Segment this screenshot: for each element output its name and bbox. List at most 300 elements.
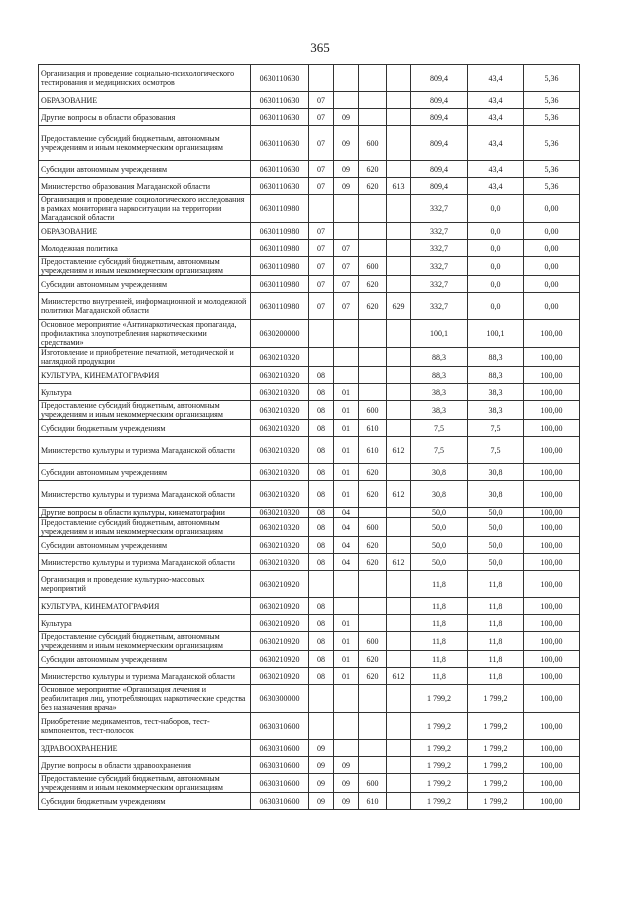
cell-grbs <box>387 92 411 109</box>
cell-grbs <box>387 793 411 810</box>
cell-v2: 1 799,2 <box>468 740 524 757</box>
cell-vr <box>359 223 387 240</box>
cell-sec: 08 <box>309 384 334 401</box>
cell-v3: 100,00 <box>524 348 580 367</box>
cell-code: 0630110630 <box>251 92 309 109</box>
cell-grbs: 629 <box>387 293 411 320</box>
cell-code: 0630110980 <box>251 257 309 276</box>
cell-sec: 07 <box>309 92 334 109</box>
cell-sub: 07 <box>334 257 359 276</box>
cell-v2: 38,3 <box>468 384 524 401</box>
cell-name: Министерство культуры и туризма Магаданской области <box>39 437 251 464</box>
cell-v3: 100,00 <box>524 757 580 774</box>
cell-sub: 07 <box>334 293 359 320</box>
table-row <box>39 161 580 178</box>
cell-v2: 7,5 <box>468 437 524 464</box>
cell-v2: 0,0 <box>468 195 524 223</box>
cell-v1: 809,4 <box>411 109 468 126</box>
cell-v1: 38,3 <box>411 401 468 420</box>
table-row <box>39 320 580 348</box>
cell-v3: 100,00 <box>524 420 580 437</box>
cell-sub: 09 <box>334 126 359 161</box>
cell-code: 0630210920 <box>251 632 309 651</box>
cell-name: Культура <box>39 384 251 401</box>
cell-name: Организация и проведение социологического исследования в рамках мониторинга наркоситуации на территории Магаданской области <box>39 195 251 223</box>
cell-sec: 08 <box>309 615 334 632</box>
cell-name: КУЛЬТУРА, КИНЕМАТОГРАФИЯ <box>39 367 251 384</box>
table-row <box>39 740 580 757</box>
cell-code: 0630210320 <box>251 481 309 508</box>
cell-name: Предоставление субсидий бюджетным, автономным учреждениям и иным некоммерческим организациям <box>39 126 251 161</box>
cell-v1: 50,0 <box>411 508 468 518</box>
cell-vr <box>359 508 387 518</box>
cell-name: Предоставление субсидий бюджетным, автономным учреждениям и иным некоммерческим организациям <box>39 257 251 276</box>
cell-v2: 30,8 <box>468 464 524 481</box>
cell-v1: 30,8 <box>411 481 468 508</box>
cell-v3: 100,00 <box>524 668 580 685</box>
cell-v2: 1 799,2 <box>468 793 524 810</box>
cell-v3: 100,00 <box>524 632 580 651</box>
cell-v1: 332,7 <box>411 276 468 293</box>
cell-v3: 5,36 <box>524 161 580 178</box>
cell-grbs <box>387 257 411 276</box>
cell-grbs <box>387 537 411 554</box>
cell-v2: 50,0 <box>468 537 524 554</box>
table-row <box>39 420 580 437</box>
cell-vr <box>359 65 387 92</box>
cell-vr: 610 <box>359 793 387 810</box>
cell-vr <box>359 757 387 774</box>
cell-sub <box>334 740 359 757</box>
cell-v2: 88,3 <box>468 348 524 367</box>
cell-grbs <box>387 740 411 757</box>
cell-v3: 100,00 <box>524 384 580 401</box>
cell-vr <box>359 320 387 348</box>
cell-vr <box>359 109 387 126</box>
table-row <box>39 384 580 401</box>
cell-vr <box>359 240 387 257</box>
cell-vr <box>359 367 387 384</box>
cell-grbs <box>387 598 411 615</box>
cell-sec <box>309 348 334 367</box>
cell-sec: 07 <box>309 109 334 126</box>
cell-name: Приобретение медикаментов, тест-наборов, тест-компонентов, тест-полосок <box>39 713 251 740</box>
cell-code: 0630210320 <box>251 464 309 481</box>
cell-v2: 43,4 <box>468 178 524 195</box>
cell-grbs <box>387 223 411 240</box>
cell-sub <box>334 92 359 109</box>
cell-code: 0630210320 <box>251 401 309 420</box>
cell-name: Основное мероприятие «Организация лечения и реабилитация лиц, употребляющих наркотические средства без назначения врача» <box>39 685 251 713</box>
cell-vr: 600 <box>359 632 387 651</box>
cell-vr <box>359 348 387 367</box>
cell-name: Министерство культуры и туризма Магаданской области <box>39 668 251 685</box>
cell-grbs <box>387 195 411 223</box>
cell-v1: 332,7 <box>411 257 468 276</box>
cell-code: 0630110980 <box>251 240 309 257</box>
cell-v1: 11,8 <box>411 668 468 685</box>
table-row <box>39 92 580 109</box>
cell-grbs: 612 <box>387 668 411 685</box>
cell-sub: 09 <box>334 757 359 774</box>
cell-v3: 100,00 <box>524 685 580 713</box>
cell-vr: 620 <box>359 537 387 554</box>
cell-v2: 38,3 <box>468 401 524 420</box>
cell-name: Культура <box>39 615 251 632</box>
cell-vr: 620 <box>359 161 387 178</box>
cell-vr: 620 <box>359 178 387 195</box>
cell-v1: 332,7 <box>411 240 468 257</box>
cell-vr: 610 <box>359 437 387 464</box>
table-row <box>39 437 580 464</box>
cell-grbs <box>387 320 411 348</box>
cell-sec <box>309 320 334 348</box>
cell-code: 0630210920 <box>251 598 309 615</box>
cell-v2: 0,0 <box>468 240 524 257</box>
cell-v1: 1 799,2 <box>411 713 468 740</box>
cell-v1: 30,8 <box>411 464 468 481</box>
cell-vr: 600 <box>359 126 387 161</box>
cell-v2: 11,8 <box>468 598 524 615</box>
cell-grbs <box>387 774 411 793</box>
table-row <box>39 651 580 668</box>
cell-code: 0630310600 <box>251 793 309 810</box>
cell-name: Министерство культуры и туризма Магаданской области <box>39 554 251 571</box>
cell-v3: 0,00 <box>524 223 580 240</box>
cell-code: 0630110630 <box>251 65 309 92</box>
cell-code: 0630210320 <box>251 367 309 384</box>
cell-sec: 09 <box>309 774 334 793</box>
table-row <box>39 223 580 240</box>
cell-vr <box>359 713 387 740</box>
cell-v1: 1 799,2 <box>411 757 468 774</box>
cell-v1: 11,8 <box>411 571 468 598</box>
cell-v2: 100,1 <box>468 320 524 348</box>
cell-code: 0630210920 <box>251 668 309 685</box>
cell-sub <box>334 367 359 384</box>
cell-grbs <box>387 384 411 401</box>
cell-sub <box>334 65 359 92</box>
cell-vr: 620 <box>359 668 387 685</box>
cell-v2: 11,8 <box>468 632 524 651</box>
cell-sub <box>334 685 359 713</box>
cell-v3: 0,00 <box>524 240 580 257</box>
cell-v2: 43,4 <box>468 92 524 109</box>
table-row <box>39 554 580 571</box>
cell-v3: 100,00 <box>524 598 580 615</box>
cell-v3: 5,36 <box>524 65 580 92</box>
cell-vr: 600 <box>359 774 387 793</box>
cell-v1: 7,5 <box>411 420 468 437</box>
cell-v3: 100,00 <box>524 518 580 537</box>
cell-v1: 7,5 <box>411 437 468 464</box>
cell-grbs <box>387 632 411 651</box>
cell-v1: 332,7 <box>411 293 468 320</box>
cell-grbs <box>387 615 411 632</box>
cell-sec: 08 <box>309 598 334 615</box>
cell-name: Организация и проведение социально-психологического тестирования и медицинских осмотров <box>39 65 251 92</box>
cell-name: Другие вопросы в области здравоохранения <box>39 757 251 774</box>
cell-v1: 50,0 <box>411 537 468 554</box>
cell-name: ОБРАЗОВАНИЕ <box>39 223 251 240</box>
cell-grbs <box>387 401 411 420</box>
cell-sub: 07 <box>334 276 359 293</box>
table-row <box>39 65 580 92</box>
cell-sec: 07 <box>309 178 334 195</box>
cell-name: Другие вопросы в области образования <box>39 109 251 126</box>
cell-v3: 100,00 <box>524 367 580 384</box>
table-row <box>39 481 580 508</box>
cell-sub: 04 <box>334 554 359 571</box>
cell-name: Предоставление субсидий бюджетным, автономным учреждениям и иным некоммерческим организациям <box>39 632 251 651</box>
cell-v3: 100,00 <box>524 651 580 668</box>
cell-sec: 08 <box>309 420 334 437</box>
table-row <box>39 109 580 126</box>
cell-v3: 100,00 <box>524 554 580 571</box>
cell-name: Субсидии автономным учреждениям <box>39 537 251 554</box>
cell-v3: 100,00 <box>524 740 580 757</box>
cell-v2: 30,8 <box>468 481 524 508</box>
table-row <box>39 257 580 276</box>
budget-table <box>38 64 580 810</box>
cell-sec: 08 <box>309 481 334 508</box>
cell-sub <box>334 195 359 223</box>
cell-v3: 0,00 <box>524 195 580 223</box>
cell-vr <box>359 92 387 109</box>
cell-v2: 50,0 <box>468 554 524 571</box>
cell-vr <box>359 615 387 632</box>
cell-grbs <box>387 518 411 537</box>
cell-grbs <box>387 464 411 481</box>
cell-sub <box>334 223 359 240</box>
cell-v1: 100,1 <box>411 320 468 348</box>
table-row <box>39 668 580 685</box>
cell-name: Субсидии автономным учреждениям <box>39 464 251 481</box>
cell-code: 0630310600 <box>251 774 309 793</box>
cell-v2: 43,4 <box>468 161 524 178</box>
cell-sub: 09 <box>334 109 359 126</box>
table-row <box>39 348 580 367</box>
cell-grbs <box>387 713 411 740</box>
cell-vr: 620 <box>359 554 387 571</box>
cell-v3: 5,36 <box>524 178 580 195</box>
cell-grbs <box>387 240 411 257</box>
cell-v3: 100,00 <box>524 713 580 740</box>
cell-grbs: 612 <box>387 437 411 464</box>
cell-v3: 100,00 <box>524 615 580 632</box>
cell-sub: 01 <box>334 632 359 651</box>
cell-v3: 5,36 <box>524 109 580 126</box>
cell-code: 0630210320 <box>251 554 309 571</box>
cell-sub: 01 <box>334 481 359 508</box>
table-row <box>39 178 580 195</box>
cell-sec: 07 <box>309 276 334 293</box>
cell-v2: 11,8 <box>468 615 524 632</box>
cell-grbs <box>387 65 411 92</box>
table-row <box>39 537 580 554</box>
cell-grbs <box>387 571 411 598</box>
cell-vr <box>359 195 387 223</box>
table-row <box>39 126 580 161</box>
cell-vr <box>359 685 387 713</box>
table-row <box>39 571 580 598</box>
cell-code: 0630300000 <box>251 685 309 713</box>
cell-grbs <box>387 685 411 713</box>
table-row <box>39 367 580 384</box>
cell-sec: 07 <box>309 161 334 178</box>
cell-grbs <box>387 276 411 293</box>
cell-code: 0630110980 <box>251 276 309 293</box>
table-row <box>39 685 580 713</box>
table-row <box>39 276 580 293</box>
cell-sec: 09 <box>309 757 334 774</box>
table-row <box>39 240 580 257</box>
cell-sec: 09 <box>309 740 334 757</box>
cell-sub: 01 <box>334 401 359 420</box>
cell-v2: 0,0 <box>468 223 524 240</box>
cell-name: Министерство образования Магаданской области <box>39 178 251 195</box>
cell-v3: 100,00 <box>524 464 580 481</box>
cell-name: Организация и проведение культурно-массовых мероприятий <box>39 571 251 598</box>
cell-name: Субсидии автономным учреждениям <box>39 651 251 668</box>
cell-sub <box>334 598 359 615</box>
cell-code: 0630210320 <box>251 384 309 401</box>
cell-vr: 620 <box>359 293 387 320</box>
cell-code: 0630210920 <box>251 615 309 632</box>
cell-grbs <box>387 126 411 161</box>
cell-vr: 600 <box>359 257 387 276</box>
cell-sec <box>309 713 334 740</box>
cell-vr <box>359 571 387 598</box>
cell-name: Министерство культуры и туризма Магаданской области <box>39 481 251 508</box>
cell-v3: 100,00 <box>524 481 580 508</box>
cell-sub: 04 <box>334 508 359 518</box>
cell-sec: 08 <box>309 508 334 518</box>
cell-sec: 07 <box>309 126 334 161</box>
cell-v2: 1 799,2 <box>468 713 524 740</box>
cell-sec: 09 <box>309 793 334 810</box>
cell-v3: 100,00 <box>524 437 580 464</box>
cell-sec: 07 <box>309 293 334 320</box>
cell-sec: 07 <box>309 257 334 276</box>
cell-v1: 809,4 <box>411 92 468 109</box>
cell-sub: 01 <box>334 464 359 481</box>
cell-sec: 08 <box>309 437 334 464</box>
cell-v2: 43,4 <box>468 65 524 92</box>
cell-grbs <box>387 367 411 384</box>
table-row <box>39 195 580 223</box>
cell-name: Предоставление субсидий бюджетным, автономным учреждениям и иным некоммерческим организациям <box>39 401 251 420</box>
cell-v1: 809,4 <box>411 126 468 161</box>
page-number: 365 <box>310 40 330 55</box>
cell-sec: 08 <box>309 554 334 571</box>
table-row <box>39 774 580 793</box>
cell-sec <box>309 685 334 713</box>
cell-code: 0630110980 <box>251 223 309 240</box>
cell-grbs: 613 <box>387 178 411 195</box>
cell-name: Субсидии автономным учреждениям <box>39 161 251 178</box>
cell-v3: 100,00 <box>524 508 580 518</box>
cell-grbs <box>387 651 411 668</box>
cell-vr <box>359 384 387 401</box>
cell-sub: 04 <box>334 537 359 554</box>
cell-sub: 01 <box>334 668 359 685</box>
cell-v3: 100,00 <box>524 571 580 598</box>
cell-sub <box>334 571 359 598</box>
cell-sub <box>334 348 359 367</box>
cell-grbs <box>387 757 411 774</box>
cell-sub: 01 <box>334 437 359 464</box>
cell-v1: 1 799,2 <box>411 774 468 793</box>
cell-sub: 09 <box>334 774 359 793</box>
table-row <box>39 793 580 810</box>
cell-v1: 88,3 <box>411 367 468 384</box>
cell-sub: 09 <box>334 793 359 810</box>
cell-code: 0630310600 <box>251 757 309 774</box>
cell-v3: 5,36 <box>524 92 580 109</box>
cell-v1: 332,7 <box>411 223 468 240</box>
table-row <box>39 598 580 615</box>
cell-grbs <box>387 508 411 518</box>
cell-v1: 88,3 <box>411 348 468 367</box>
cell-sub: 07 <box>334 240 359 257</box>
cell-vr: 600 <box>359 401 387 420</box>
cell-v2: 7,5 <box>468 420 524 437</box>
cell-sub: 01 <box>334 420 359 437</box>
cell-v1: 809,4 <box>411 178 468 195</box>
cell-vr: 620 <box>359 464 387 481</box>
cell-v2: 88,3 <box>468 367 524 384</box>
cell-code: 0630110630 <box>251 126 309 161</box>
cell-vr: 620 <box>359 276 387 293</box>
cell-code: 0630210920 <box>251 651 309 668</box>
cell-code: 0630200000 <box>251 320 309 348</box>
cell-v3: 100,00 <box>524 774 580 793</box>
cell-sub: 09 <box>334 161 359 178</box>
cell-v3: 5,36 <box>524 126 580 161</box>
cell-sec: 07 <box>309 240 334 257</box>
cell-sec: 08 <box>309 401 334 420</box>
cell-code: 0630210320 <box>251 518 309 537</box>
cell-v2: 1 799,2 <box>468 757 524 774</box>
cell-v1: 11,8 <box>411 651 468 668</box>
cell-sub: 04 <box>334 518 359 537</box>
cell-name: Министерство внутренней, информационной и молодежной политики Магаданской области <box>39 293 251 320</box>
cell-sec: 08 <box>309 367 334 384</box>
cell-vr <box>359 740 387 757</box>
cell-sub: 09 <box>334 178 359 195</box>
table-row <box>39 464 580 481</box>
cell-code: 0630310600 <box>251 740 309 757</box>
cell-sub <box>334 713 359 740</box>
cell-v2: 43,4 <box>468 109 524 126</box>
cell-v2: 11,8 <box>468 668 524 685</box>
table-row <box>39 632 580 651</box>
cell-sec <box>309 571 334 598</box>
cell-sub <box>334 320 359 348</box>
cell-grbs: 612 <box>387 481 411 508</box>
cell-v2: 43,4 <box>468 126 524 161</box>
cell-grbs <box>387 420 411 437</box>
cell-sec: 08 <box>309 668 334 685</box>
cell-v1: 38,3 <box>411 384 468 401</box>
cell-v2: 50,0 <box>468 518 524 537</box>
cell-v3: 100,00 <box>524 401 580 420</box>
cell-name: Молодежная политика <box>39 240 251 257</box>
cell-v2: 11,8 <box>468 571 524 598</box>
table-row <box>39 615 580 632</box>
cell-v3: 0,00 <box>524 293 580 320</box>
